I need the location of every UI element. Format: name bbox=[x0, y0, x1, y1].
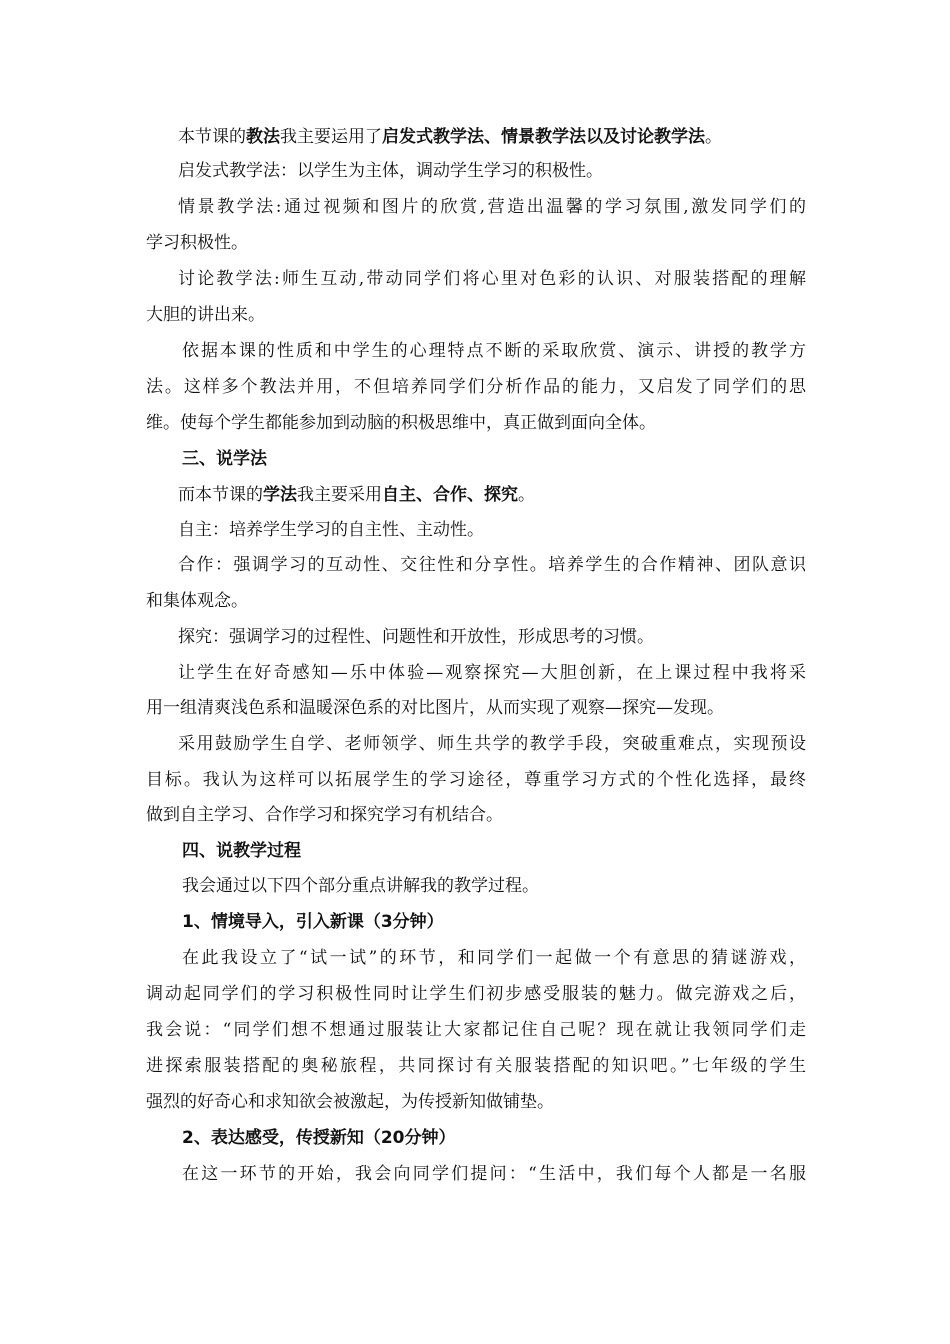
paragraph-scenario-method-line1: 情景教学法:通过视频和图片的欣赏,营造出温馨的学习氛围,激发同学们的 bbox=[178, 197, 806, 217]
paragraph-basis-line1: 依据本课的性质和中学生的心理特点不断的采取欣赏、演示、讲授的教学方 bbox=[182, 341, 806, 361]
paragraph-situation-line1: 在此我设立了“试一试”的环节，和同学们一起做一个有意思的猜谜游戏， bbox=[182, 948, 806, 968]
paragraph-situation-line3: 我会说：“同学们想不想通过服装让大家都记住自己呢？现在就让我领同学们走 bbox=[146, 1020, 806, 1040]
paragraph-heuristic-method: 启发式教学法：以学生为主体，调动学生学习的积极性。 bbox=[178, 161, 603, 181]
paragraph-autonomy: 自主：培养学生学习的自主性、主动性。 bbox=[178, 520, 484, 540]
paragraph-process-intro: 我会通过以下四个部分重点讲解我的教学过程。 bbox=[182, 876, 539, 896]
paragraph-situation-line2: 调动起同学们的学习积极性同时让学生们初步感受服装的魅力。做完游戏之后， bbox=[146, 984, 806, 1004]
paragraph-curiosity-line1: 让学生在好奇感知—乐中体验—观察探究—大胆创新，在上课过程中我将采 bbox=[178, 663, 806, 683]
paragraph-discussion-method-line1: 讨论教学法:师生互动,带动同学们将心里对色彩的认识、对服装搭配的理解 bbox=[178, 269, 806, 289]
subheading-situation-intro: 1、情境导入，引入新课（3分钟） bbox=[182, 912, 444, 932]
paragraph-encourage-line2: 目标。我认为这样可以拓展学生的学习途径，尊重学习方式的个性化选择，最终 bbox=[146, 770, 806, 790]
bold-term-learning-method: 学法 bbox=[263, 485, 297, 505]
paragraph-cooperation-line1: 合作：强调学习的互动性、交往性和分享性。培养学生的合作精神、团队意识 bbox=[178, 555, 806, 575]
bold-term-teaching-method: 教法 bbox=[246, 127, 280, 147]
paragraph-basis-line2: 法。这样多个教法并用，不但培养同学们分析作品的能力，又启发了同学们的思 bbox=[146, 377, 806, 397]
paragraph-scenario-method-line2: 学习积极性。 bbox=[146, 233, 248, 253]
subheading-express-feelings: 2、表达感受，传授新知（20分钟） bbox=[182, 1128, 456, 1148]
paragraph-situation-line5: 强烈的好奇心和求知欲会被激起，为传授新知做铺垫。 bbox=[146, 1092, 554, 1112]
paragraph-situation-line4: 进探索服装搭配的奥秘旅程，共同探讨有关服装搭配的知识吧。”七年级的学生 bbox=[146, 1056, 806, 1076]
paragraph-learning-methods-intro bbox=[178, 482, 806, 508]
text: 。 bbox=[518, 485, 535, 505]
bold-learning-list: 自主、合作、探究 bbox=[382, 485, 518, 505]
section-heading-learning-methods: 三、说学法 bbox=[182, 449, 267, 469]
paragraph-discussion-method-line2: 大胆的讲出来。 bbox=[146, 305, 265, 325]
text: 我主要运用了 bbox=[280, 127, 382, 147]
paragraph-basis-line3: 维。使每个学生都能参加到动脑的积极思维中，真正做到面向全体。 bbox=[146, 413, 656, 433]
text: 。 bbox=[705, 127, 722, 147]
text: 我主要采用 bbox=[297, 485, 382, 505]
paragraph-express-line1: 在这一环节的开始，我会向同学们提问：“生活中，我们每个人都是一名服 bbox=[182, 1164, 806, 1184]
paragraph-encourage-line1: 采用鼓励学生自学、老师领学、师生共学的教学手段，突破重难点，实现预设 bbox=[178, 734, 806, 754]
paragraph-encourage-line3: 做到自主学习、合作学习和探究学习有机结合。 bbox=[146, 805, 503, 825]
paragraph-inquiry: 探究：强调学习的过程性、问题性和开放性，形成思考的习惯。 bbox=[178, 627, 654, 647]
paragraph-cooperation-line2: 和集体观念。 bbox=[146, 591, 248, 611]
bold-method-list: 启发式教学法、情景教学法以及讨论教学法 bbox=[382, 127, 705, 147]
paragraph-curiosity-line2: 用一组清爽浅色系和温暖深色系的对比图片，从而实现了观察—探究—发现。 bbox=[146, 698, 724, 718]
text: 本节课的 bbox=[178, 127, 246, 147]
paragraph-teaching-methods-intro bbox=[178, 124, 806, 150]
text: 而本节课的 bbox=[178, 485, 263, 505]
section-heading-teaching-process: 四、说教学过程 bbox=[182, 841, 301, 861]
